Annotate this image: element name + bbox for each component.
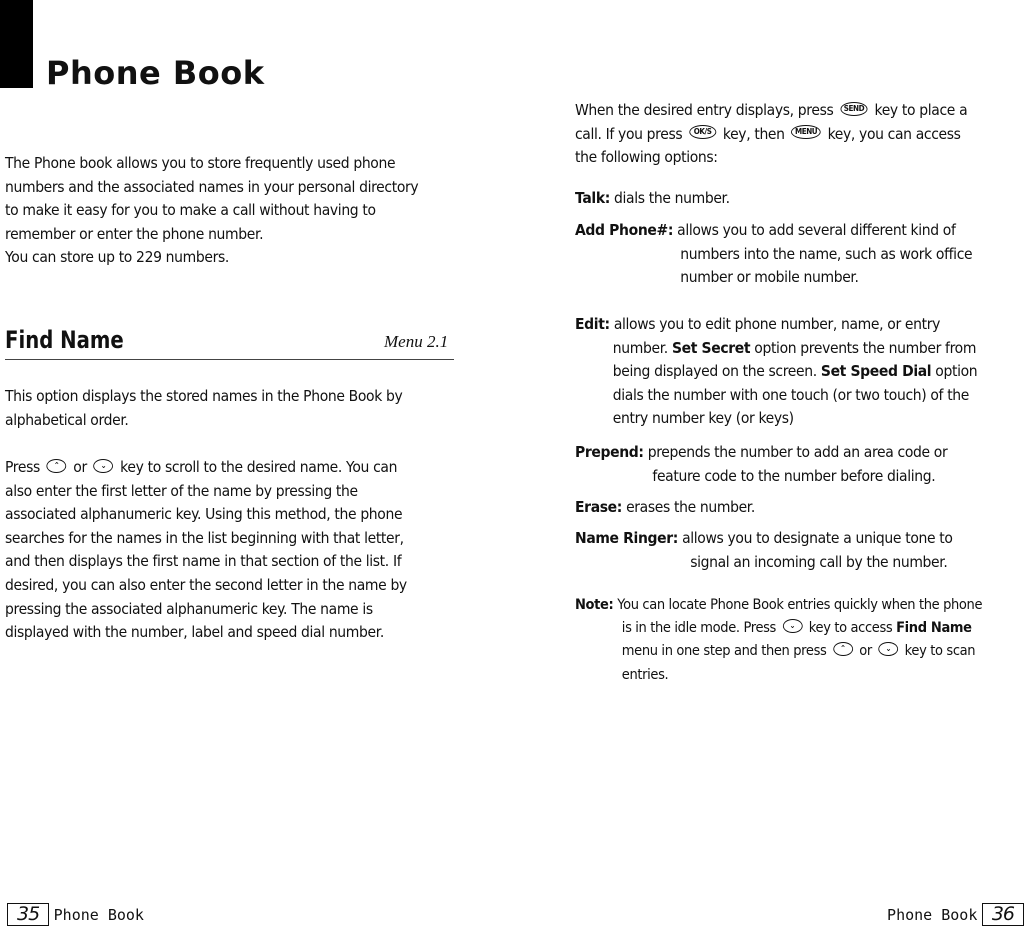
footer-label: Phone Book [53,906,144,924]
paragraph-line: associated alphanumeric key. Using this method, the phone [5,505,403,524]
option-name-ringer: Name Ringer: allows you to designate a unique tone to signal an incoming call by the number. [575,529,953,571]
option-edit: Edit: allows you to edit phone number, name, or entry number. Set Secret option prevents the number from being displayed on the screen. Set Speed Dial option dials the number with one touch (or two touch) of the entry number key (or keys) [575,315,978,428]
ok-key-icon: OK/S [689,125,716,139]
intro-line: You can store up to 229 numbers. [5,248,229,267]
section-divider [5,359,454,360]
down-key-icon: ⌄ [878,642,898,656]
option-add-phone: Add Phone#: allows you to add several different kind of numbers into the name, such as work office number or mobile number. [575,221,973,287]
footer-left [7,903,144,926]
down-key-icon: ⌄ [94,459,114,473]
menu-reference: Menu 2.1 [384,332,449,351]
paragraph-line: desired, you can also enter the second letter in the name by [5,575,407,594]
section-title: Find Name [5,326,124,354]
option-term: Talk: [575,189,610,207]
menu-key-icon: MENU [791,125,820,139]
option-term: Edit: [575,315,610,333]
option-term: Prepend: [575,443,644,461]
paragraph-line: searches for the names in the list beginning with that letter, [5,528,404,547]
paragraph-line: also enter the first letter of the name by pressing the [5,481,358,500]
footer-right [887,903,1024,926]
chapter-title: Phone Book [46,54,265,92]
find-name-instructions [5,456,446,645]
intro-line: numbers and the associated names in your personal directory [5,177,419,196]
paragraph-line: This option displays the stored names in the Phone Book by [5,387,403,405]
option-erase: Erase: erases the number. [575,498,755,516]
option-talk: Talk: dials the number. [575,189,730,207]
options-intro: When the desired entry displays, press SEND key to place a call. If you press OK/S key, then MENU key, you can access the following options: [575,101,968,167]
paragraph-line: and then displays the first name in that section of the list. If [5,552,402,571]
paragraph-line: alphabetical order. [5,410,129,429]
up-key-icon: ⌃ [833,642,853,656]
intro-paragraph [5,152,446,270]
intro-line: to make it easy for you to make a call without having to [5,201,376,220]
note-block: Note: You can locate Phone Book entries quickly when the phone is in the idle mode. Press ⌄ key to access Find Name menu in one step and then press ⌃ or ⌄ key to scan entries. [575,597,983,683]
option-term: Name Ringer: [575,529,678,547]
paragraph-line: pressing the associated alphanumeric key. The name is [5,599,373,618]
find-name-description [5,385,446,432]
paragraph-line: displayed with the number, label and speed dial number. [5,623,384,642]
option-term: Erase: [575,498,623,516]
send-key-icon: SEND [840,102,868,116]
page-number: 36 [982,903,1024,926]
down-key-icon: ⌄ [782,619,802,633]
chapter-tab-marker [0,0,33,88]
option-term: Add Phone#: [575,221,674,239]
intro-line: remember or enter the phone number. [5,224,264,243]
footer-label: Phone Book [887,906,978,924]
note-term: Note: [575,597,614,613]
intro-line: The Phone book allows you to store frequently used phone [5,154,396,172]
option-prepend: Prepend: prepends the number to add an area code or feature code to the number before dialing. [575,443,948,485]
page-number: 35 [7,903,49,926]
paragraph-line: Press ⌃ or ⌄ key to scroll to the desired name. You can [5,458,398,476]
up-key-icon: ⌃ [47,459,67,473]
